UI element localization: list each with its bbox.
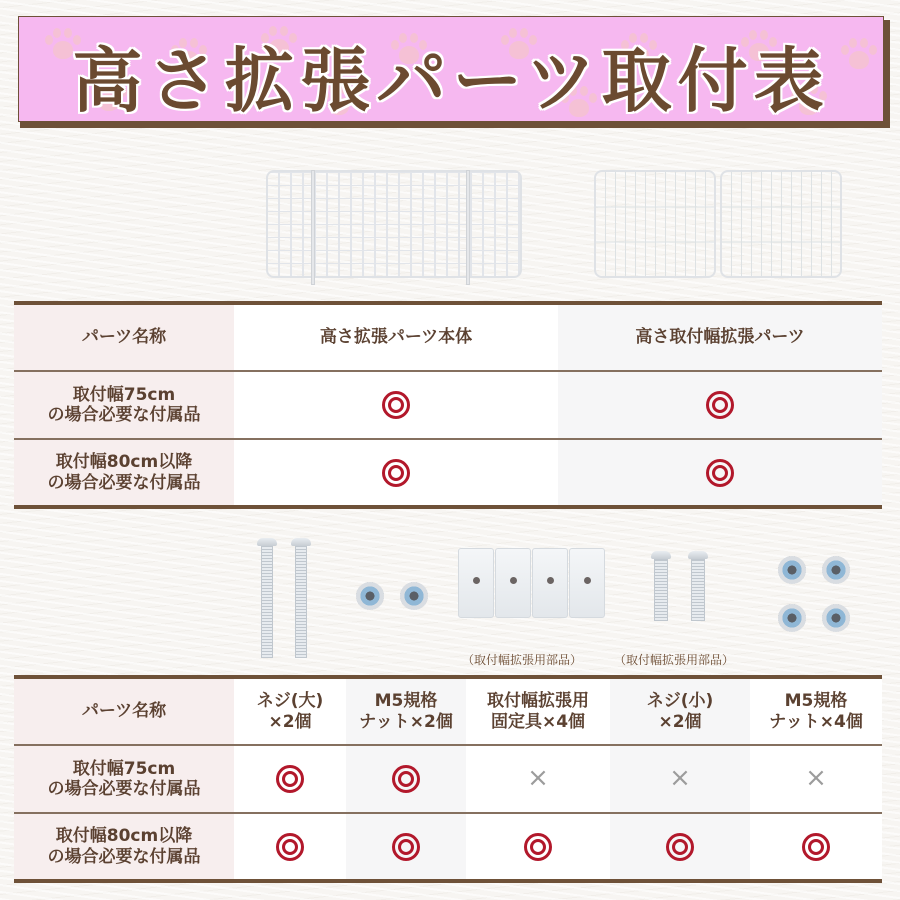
table-row bbox=[14, 745, 882, 813]
parts-caption: （取付幅拡張用部品） bbox=[614, 653, 735, 667]
double-circle-icon bbox=[276, 765, 304, 793]
cross-icon: × bbox=[527, 763, 549, 794]
page-title: 高さ拡張パーツ取付表 bbox=[72, 40, 830, 122]
required-mark bbox=[558, 439, 882, 507]
parts-table-2 bbox=[14, 675, 882, 883]
table-row bbox=[14, 371, 882, 439]
double-circle-icon bbox=[524, 833, 552, 861]
required-mark bbox=[558, 371, 882, 439]
table-row bbox=[14, 813, 882, 881]
not-required-mark bbox=[750, 745, 882, 813]
double-circle-icon bbox=[706, 391, 734, 419]
table-row bbox=[14, 439, 882, 507]
cross-icon: × bbox=[805, 763, 827, 794]
not-required-mark bbox=[610, 745, 750, 813]
column-header: ネジ(小) ×2個 bbox=[610, 677, 750, 745]
row-label: 取付幅75cm の場合必要な付属品 bbox=[14, 371, 234, 439]
required-mark bbox=[466, 813, 610, 881]
row-label: 取付幅80cm以降 の場合必要な付属品 bbox=[14, 439, 234, 507]
fixing-blocks-image bbox=[458, 548, 610, 622]
table-header-row bbox=[14, 677, 882, 745]
column-header: 取付幅拡張用 固定具×4個 bbox=[466, 677, 610, 745]
m5-nuts-2-image bbox=[356, 580, 436, 616]
required-mark bbox=[750, 813, 882, 881]
required-mark bbox=[234, 745, 346, 813]
double-circle-icon bbox=[666, 833, 694, 861]
title-banner bbox=[18, 16, 884, 122]
column-header: M5規格 ナット×4個 bbox=[750, 677, 882, 745]
parts-table-1 bbox=[14, 301, 882, 509]
table-header-row bbox=[14, 303, 882, 371]
width-extension-panel-image bbox=[594, 170, 844, 282]
header-label: パーツ名称 bbox=[14, 303, 234, 371]
m5-nuts-4-image bbox=[778, 556, 862, 640]
parts-caption: （取付幅拡張用部品） bbox=[462, 653, 583, 667]
double-circle-icon bbox=[392, 765, 420, 793]
not-required-mark bbox=[466, 745, 610, 813]
required-mark bbox=[610, 813, 750, 881]
required-mark bbox=[346, 813, 466, 881]
column-header: ネジ(大) ×2個 bbox=[234, 677, 346, 745]
required-mark bbox=[234, 439, 558, 507]
height-extension-panel-image bbox=[266, 170, 526, 290]
double-circle-icon bbox=[382, 459, 410, 487]
cross-icon: × bbox=[669, 763, 691, 794]
column-header: M5規格 ナット×2個 bbox=[346, 677, 466, 745]
double-circle-icon bbox=[802, 833, 830, 861]
required-mark bbox=[234, 813, 346, 881]
required-mark bbox=[234, 371, 558, 439]
large-screws-image bbox=[254, 538, 314, 663]
required-mark bbox=[346, 745, 466, 813]
small-screws-image bbox=[648, 551, 712, 626]
row-label: 取付幅75cm の場合必要な付属品 bbox=[14, 745, 234, 813]
row-label: 取付幅80cm以降 の場合必要な付属品 bbox=[14, 813, 234, 881]
double-circle-icon bbox=[276, 833, 304, 861]
column-header: 高さ取付幅拡張パーツ bbox=[558, 303, 882, 371]
double-circle-icon bbox=[392, 833, 420, 861]
column-header: 高さ拡張パーツ本体 bbox=[234, 303, 558, 371]
double-circle-icon bbox=[706, 459, 734, 487]
header-label: パーツ名称 bbox=[14, 677, 234, 745]
double-circle-icon bbox=[382, 391, 410, 419]
